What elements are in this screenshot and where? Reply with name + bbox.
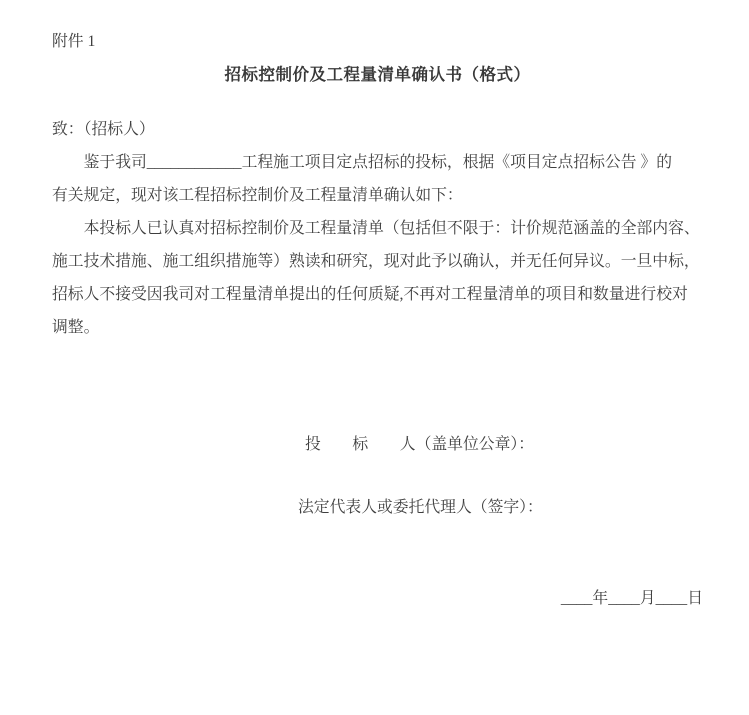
salutation-line: 致：（招标人）: [52, 121, 155, 138]
date-blank-line: ____年____月____日: [560, 590, 703, 607]
paragraph1-line2: 有关规定，现对该工程招标控制价及工程量清单确认如下：: [52, 187, 463, 204]
document-title: 招标控制价及工程量清单确认书（格式）: [224, 65, 531, 84]
paragraph2-line1: 本投标人已认真对招标控制价及工程量清单（包括但不限于：计价规范涵盖的全部内容、: [83, 220, 700, 237]
attachment-label: 附件 1: [52, 33, 96, 50]
paragraph2-line4: 调整。: [52, 319, 100, 336]
representative-signature-label: 法定代表人或委托代理人（签字）：: [298, 499, 543, 516]
paragraph2-line3: 招标人不接受因我司对工程量清单提出的任何质疑,不再对工程量清单的项目和数量进行校对: [52, 286, 688, 303]
paragraph1-line1: 鉴于我司____________工程施工项目定点招标的投标，根据《项目定点招标公告 》的: [83, 154, 673, 171]
bidder-seal-label: 投 标 人（盖单位公章）：: [305, 436, 535, 453]
paragraph2-line2: 施工技术措施、施工组织措施等）熟读和研究，现对此予以确认，并无任何异议。一旦中标，: [52, 253, 700, 270]
